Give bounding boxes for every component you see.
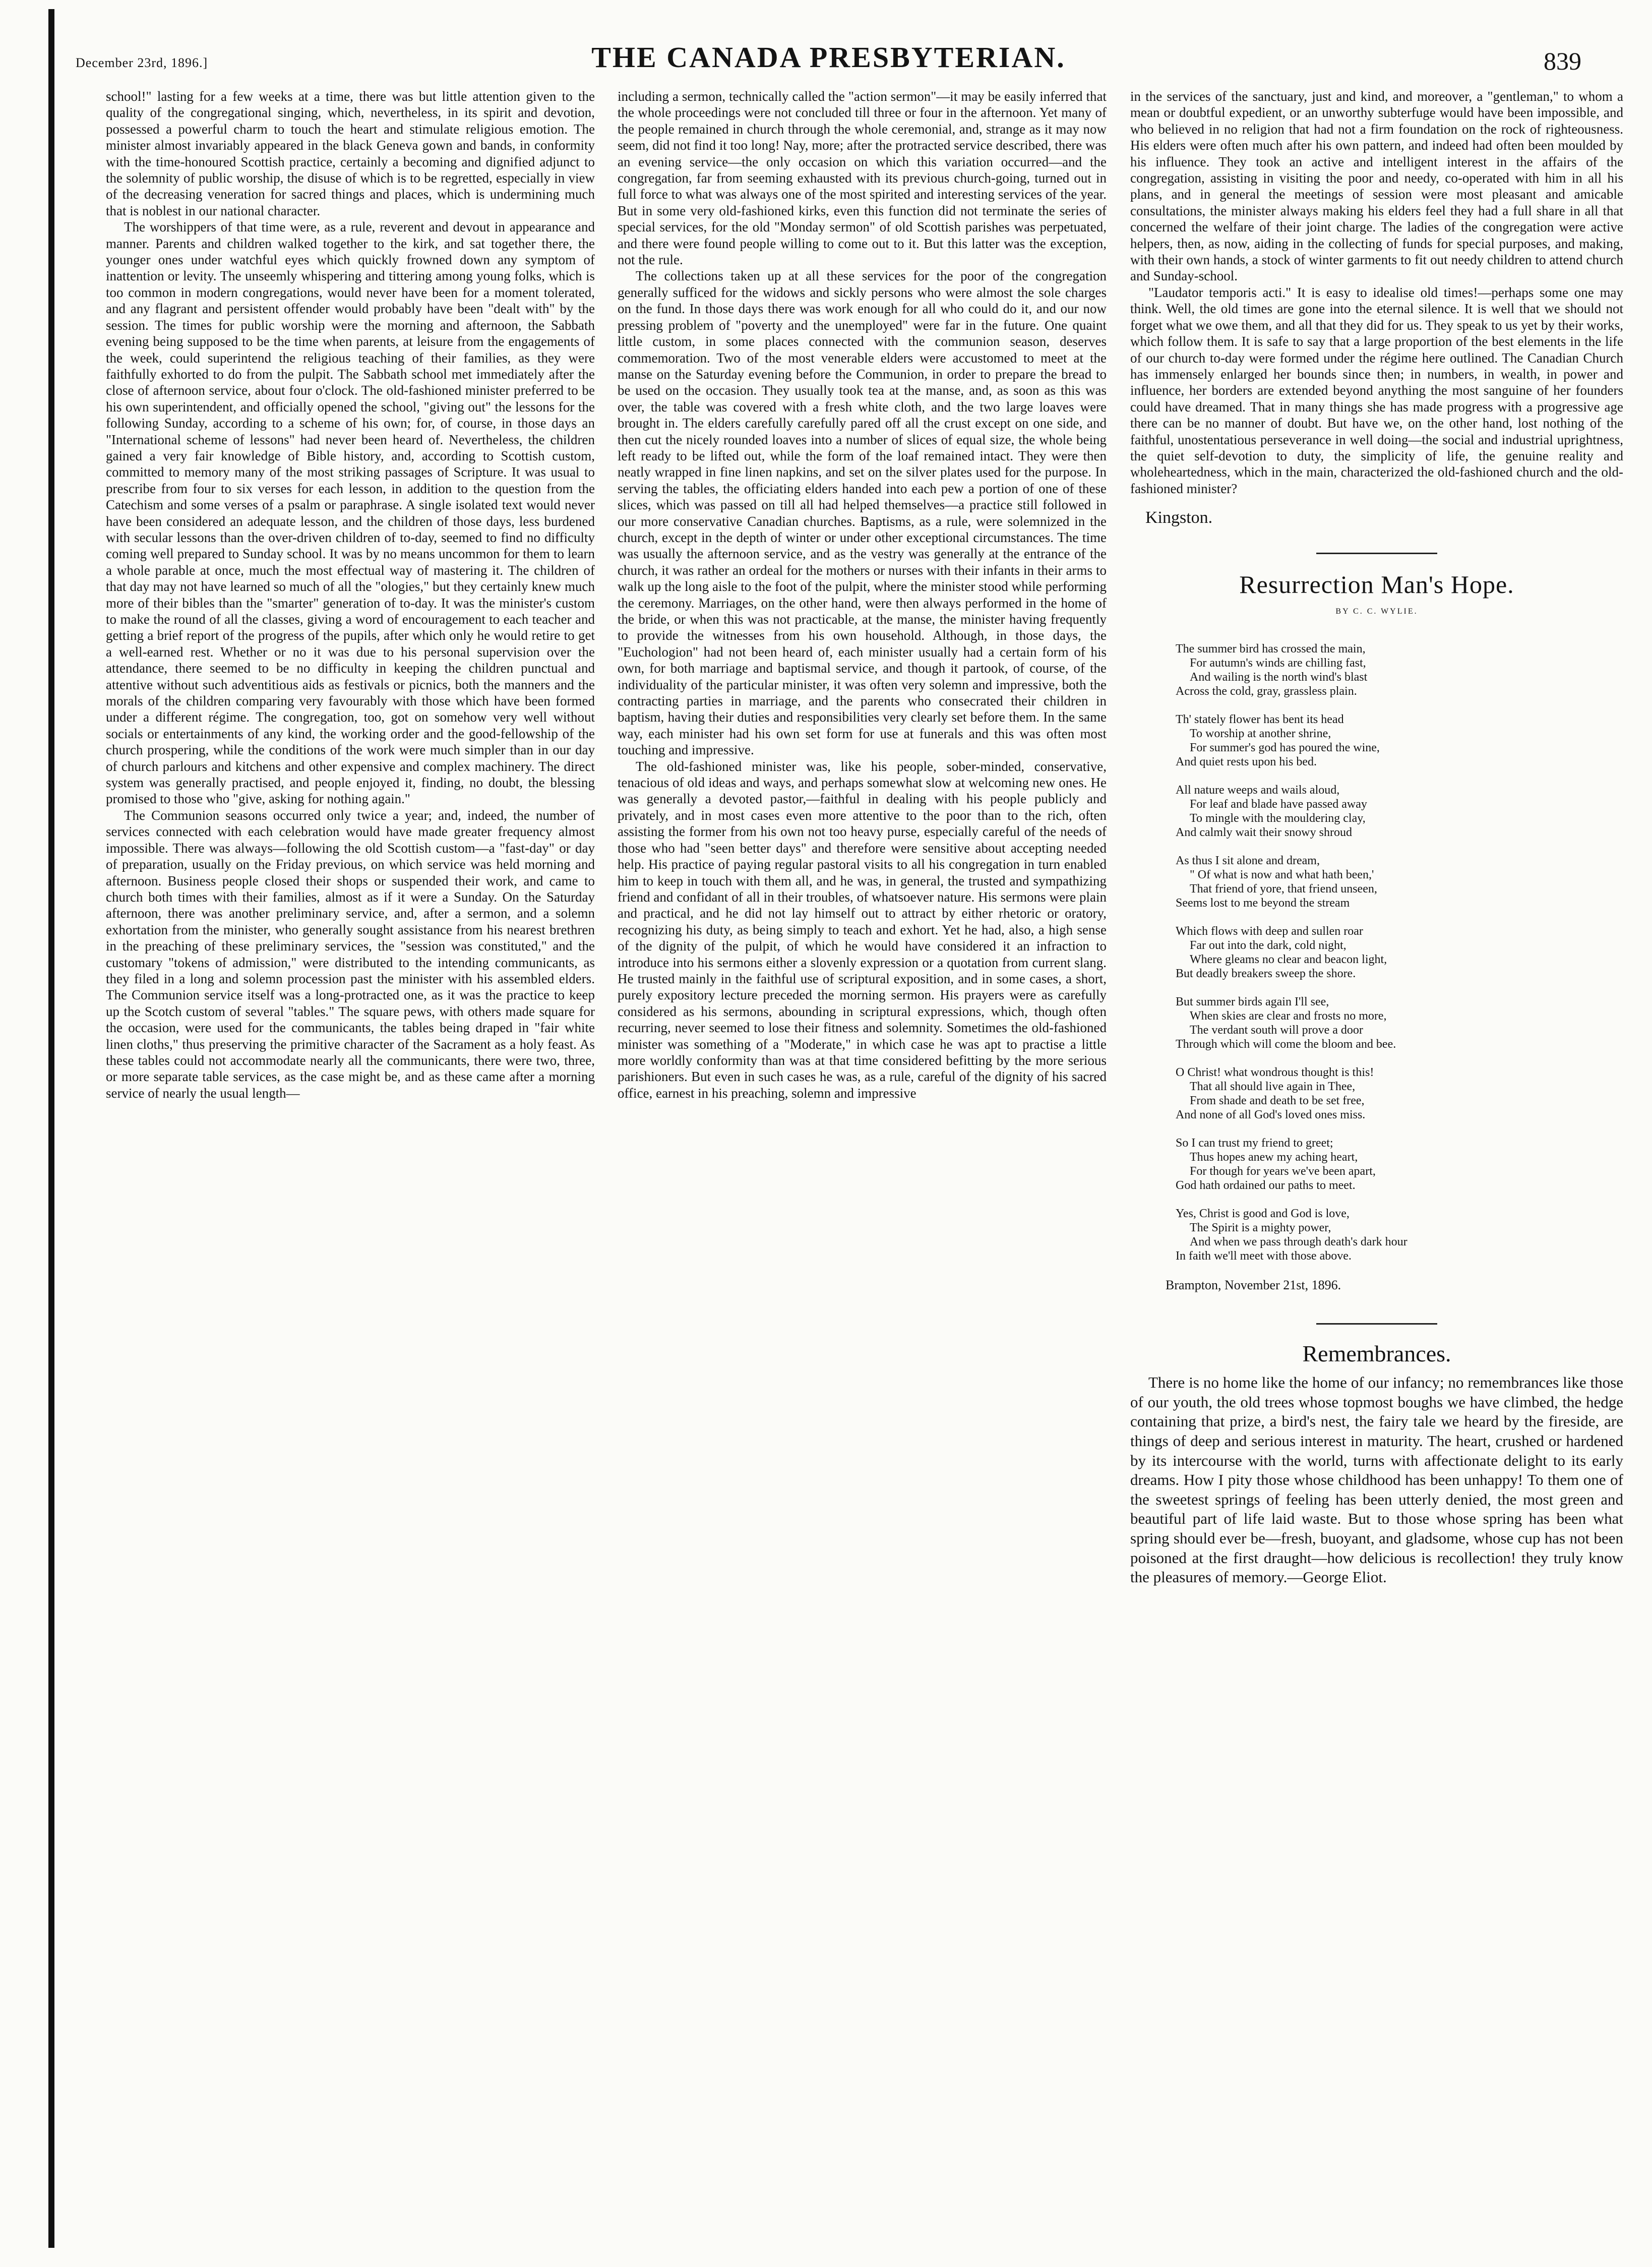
issue-date: December 23rd, 1896.] [76,55,208,70]
poem-line: God hath ordained our paths to meet. [1176,1179,1356,1192]
poem-line: Th' stately flower has bent its head [1176,713,1344,727]
poem-stanza [1176,1207,1623,1263]
poem-stanza [1176,995,1623,1051]
article-paragraph: including a sermon, technically called the "action sermon"—it may be easily inferred that the whole proceedings were not concluded till three or four in the afternoon. Yet many of the people remained in church through the whole ceremonial, and, strange as it may now seem, did not find it too long! Nay, more; after the protracted service described, there was an evening service—the only occasion on which this variation occurred—and the congregation, far from seeming exhausted with its previous church-going, turned out in full force to what was always one of the most spirited and interesting services of the year. But in some very old-fashioned kirks, even this function did not terminate the series of special services, for the old "Monday sermon" of old Scottish parishes was perpetuated, and there were found people willing to come out to it. But this latter was the exception, not the rule. [618,89,1107,268]
poem-line: Where gleams no clear and beacon light, [1190,953,1387,967]
poem-line: And calmly wait their snowy shroud [1176,826,1352,840]
poem-line: The Spirit is a mighty power, [1190,1221,1331,1235]
poem-stanza [1176,712,1623,769]
remembrances-paragraph: There is no home like the home of our infancy; no remembrances like those of our youth, the old trees whose topmost boughs we have climbed, the hedge containing that prize, a bird's nest, the fairy tale we heard by the fireside, are things of deep and serious interest in maturity. The heart, crushed or hardened by its intercourse with the world, turns with affectionate delight to its early dreams. How I pity those whose childhood has been unhappy! To them one of the sweetest springs of feeling has been utterly denied, the most green and beautiful part of life laid waste. But to those whose spring has been what spring should ever be—fresh, buoyant, and gladsome, whose cup has not been poisoned at the first draught—how delicious is recollection! they truly know the pleasures of memory.—George Eliot. [1130,1374,1623,1586]
article-paragraph: The worshippers of that time were, as a rule, reverent and devout in appearance and manner. Parents and children walked together to the kirk, and sat together there, the younger ones under watchful eyes which quickly frowned down any symptom of inattention or levity. The unseemly whispering and tittering among young folks, which is too common in modern congregations, would never have been for a moment tolerated, and any flagrant and persistent offender would probably have been "dealt with" by the session. The times for public worship were the morning and afternoon, the Sabbath evening being supposed to be the time when parents, at leisure from the engagements of the week, could superintend the religious teaching of their families, as they were faithfully exhorted to do from the pulpit. The Sabbath school met immediately after the close of afternoon service, about four o'clock. The old-fashioned minister preferred to be his own superintendent, and officially opened the school, "giving out" the lessons for the following Sunday, according to a scheme of his own; for, of course, in those days an "International scheme of lessons" had never been heard of. Nevertheless, the children gained a very fair knowledge of Bible history, and, according to Scottish custom, committed to memory many of the most striking passages of Scripture. It was usual to prescribe from four to six verses for each lesson, in addition to the question from the Catechism and some verses of a psalm or paraphrase. A single isolated text would never have been considered an adequate lesson, and the children of those days, less burdened with secular lessons than the over-driven children of to-day, seemed to find no difficulty coming well prepared to Sunday school. It was by no means uncommon for them to learn a whole parable at once, much the most effectual way of mastering it. The children of that day may not have learned so much of all the "ologies," but they certainly knew much more of their bibles than the "smarter" generation of to-day. It was the minister's custom to make the round of all the classes, giving a word of encouragement to each teacher and getting a brief report of the progress of the pupils, after which only he would retire to get a well-earned rest. Whether or no it was due to his personal supervision over the attendance, there seemed to be no difficulty in keeping the children punctual and attentive without such adventitious aids as festivals or picnics, both the manners and the morals of the children comparing very favourably with those which have been formed under a different régime. The congregation, too, got on somehow very well without socials or entertainments of any kind, the working order and the good-fellowship of the church prospering, while the conditions of the work were much simpler than in our day of church parlours and kitchens and other expensive and complex machinery. The direct system was generally practised, and people enjoyed it, finding, no doubt, the blessing promised to those who "give, asking for nothing again." [106,219,595,807]
poem-line: From shade and death to be set free, [1190,1094,1365,1108]
poem-line: That all should live again in Thee, [1190,1080,1356,1094]
poem-title: Resurrection Man's Hope. [1239,570,1514,599]
poem-line: Far out into the dark, cold night, [1190,939,1347,952]
poem-line: So I can trust my friend to greet; [1176,1137,1333,1150]
poem-line: And quiet rests upon his bed. [1176,755,1317,769]
newspaper-title: THE CANADA PRESBYTERIAN. [591,41,1066,74]
poem-stanza [1176,1065,1623,1122]
article-paragraph: "Laudator temporis acti." It is easy to idealise old times!—perhaps some one may think. Well, the old times are gone into the eternal silence. It is well that we should not forget what we owe them, and all that they did for us. They speak to us yet by their works, which follow them. It is safe to say that a large proportion of the best elements in the life of our church to-day were formed under the régime here outlined. The Canadian Church has immensely enlarged her bounds since then; in numbers, in wealth, in power and influence, her borders are extended beyond anything the most sanguine of her founders could have dreamed. That in many things she has made progress with a progressive age there can be no manner of doubt. But have we, on the other hand, lost nothing of the faithful, unostentatious perseverance in well doing—the social and industrial uprightness, the quiet self-devotion to duty, the simplicity of life, the genuine reality and wholeheartedness, which in the main, characterized the old-fashioned church and the old-fashioned minister? [1130,284,1623,496]
poem-line: For autumn's winds are chilling fast, [1190,657,1366,670]
poem-line: For summer's god has poured the wine, [1190,741,1380,755]
left-margin-rule [48,9,54,2248]
poem-line: And wailing is the north wind's blast [1190,671,1368,684]
poem-line: For leaf and blade have passed away [1190,798,1367,811]
article-paragraph: The collections taken up at all these services for the poor of the congregation generally sufficed for the widows and sickly persons who were almost the sole charges on the fund. In those days there was work enough for all who could do it, and our now pressing problem of "poverty and the unemployed" were far in the future. One quaint little custom, in some places connected with the communion season, deserves commemoration. Two of the most venerable elders were accustomed to meet at the manse on the Saturday evening before the Communion, in order to prepare the bread to be used on the occasion. They usually took tea at the manse, and, as soon as this was over, the table was covered with a fresh white cloth, and the two large loaves were brought in. The elders carefully carefully pared off all the crust except on one side, and then cut the nicely rounded loaves into a number of slices of equal size, the whole being left ready to be lifted out, while the form of the loaf remained intact. They were then neatly wrapped in fine linen napkins, and set on the silver plates used for the purpose. In serving the tables, the officiating elders handed into each pew a portion of one of these slices, which was passed on till all had helped themselves—a practice still followed in our more conservative Canadian churches. Baptisms, as a rule, were solemnized in the church, except in the depth of winter or under other exceptional circumstances. The time was usually the afternoon service, and as the vestry was generally at the entrance of the church, it was rather an ordeal for the mothers or nurses with their infants in their arms to walk up the long aisle to the foot of the pulpit, where the minister stood while performing the ceremony. Marriages, on the other hand, were then always performed in the home of the bride, or when this was not practicable, at the manse, the minister having frequently to provide the witnesses from his own household. Although, in those days, the "Euchologion" had not been heard of, each minister usually had a certain form of his own, for both marriage and baptismal service, and though it partook, of course, of the individuality of the particular minister, it was often very solemn and impressive, both the contracting parties in marriage, and the parents who consecrated their children in baptism, having their duties and responsibilities very clearly set before them. In the same way, each minister had his own set form for use at funerals and this was often most touching and impressive. [618,268,1107,758]
poem-line: O Christ! what wondrous thought is this! [1176,1066,1374,1080]
article-paragraph: The Communion seasons occurred only twice a year; and, indeed, the number of services connected with each celebration would have made greater frequency almost impossible. There was always—following the old Scottish custom—a "fast-day" or day of preparation, usually on the Friday previous, on which service was held morning and afternoon. Business people closed their shops or suspended their work, and came to church both times with their families, almost as if it were a Sunday. On the Saturday afternoon, there was another preliminary service, and, after a sermon, and a solemn exhortation from the minister, who generally sought assistance from his nearest brethren in the preaching of these preliminary services, the "session was constituted," and the customary "tokens of admission," were distributed to the intending communicants, as they filed in a long and solemn procession past the minister with his assembled elders. The Communion service itself was a long-protracted one, as it was the practice to keep up the Scotch custom of several "tables." The square pews, with others made square for the occasion, were used for the communicants, the tables being draped in "fair white linen cloths," thus preserving the primitive character of the Sacrament as a holy feast. As these tables could not accommodate nearly all the communicants, there were two, three, or more separate table services, as the case might be, and as these came after a morning service of nearly the usual length— [106,807,595,1101]
poem-line: Seems lost to me beyond the stream [1176,897,1350,910]
poem-line: Across the cold, gray, grassless plain. [1176,685,1357,698]
poem-line: When skies are clear and frosts no more, [1190,1009,1387,1023]
poem-stanza [1176,1136,1623,1192]
article-paragraph: school!" lasting for a few weeks at a time, there was but little attention given to the quality of the congregational singing, which, nevertheless, in its spirit and devotion, possessed a powerful charm to touch the heart and stimulate religious emotion. The minister almost invariably appeared in the black Geneva gown and bands, in conformity with the time-honoured Scottish practice, certainly a becoming and dignified adjunct to the solemnity of public worship, the disuse of which is to be regretted, especially in view of the decreasing veneration for sacred things and places, which is undermining much that is noblest in our national character. [106,89,595,218]
column-2 [618,88,1107,2246]
poem-line: As thus I sit alone and dream, [1176,854,1320,868]
remembrances-title: Remembrances. [1302,1340,1451,1366]
poem-line: And none of all God's loved ones miss. [1176,1108,1366,1122]
poem-stanza [1176,642,1623,698]
section-divider [1316,1323,1437,1325]
poem-line: " Of what is now and what hath been,' [1190,868,1374,882]
poem-line: That friend of yore, that friend unseen, [1190,882,1377,896]
poem-stanza [1176,854,1623,910]
poem-line: Yes, Christ is good and God is love, [1176,1207,1350,1221]
page-number: 839 [1544,47,1581,75]
poem-place-date: Brampton, November 21st, 1896. [1166,1278,1341,1293]
poem-line: The verdant south will prove a door [1190,1024,1363,1037]
poem-line: All nature weeps and wails aloud, [1176,784,1340,797]
poem-line: But deadly breakers sweep the shore. [1176,967,1356,981]
column-3 [1130,88,1623,2246]
poem-line: And when we pass through death's dark hour [1190,1235,1408,1249]
article-signature: Kingston. [1145,508,1213,527]
column-1 [106,88,595,2246]
poem-line: Which flows with deep and sullen roar [1176,925,1363,938]
poem-line: To mingle with the mouldering clay, [1190,812,1366,825]
poem-line: For though for years we've been apart, [1190,1165,1376,1178]
poem-byline: BY C. C. WYLIE. [1335,607,1418,616]
poem-line: Through which will come the bloom and bee. [1176,1038,1396,1051]
article-paragraph: The old-fashioned minister was, like his people, sober-minded, conservative, tenacious of old ideas and ways, and perhaps somewhat slow at welcoming new ones. He was generally a devoted pastor,—faithful in dealing with his people publicly and privately, and in most cases even more attentive to the poor than to the rich, often assisting the former from his own not too heavy purse, especially careful of the needs of those who had "seen better days" and therefore were sensitive about accepting needed help. His practice of paying regular pastoral visits to all his congregation in turn enabled him to keep in touch with them all, and he was, in general, the trusted and sympathizing friend and confidant of all in their troubles, of whatsoever nature. His sermons were plain and practical, and he did not lay himself out to attract by either rhetoric or oratory, recognizing his duty, as being simply to teach and exhort. Yet he had, also, a high sense of the dignity of the pulpit, of which he would have considered it an infraction to introduce into his sermons either a slovenly expression or a quotation from current slang. He trusted mainly in the faithful use of scriptural exposition, and in some cases, a short, purely expository lecture preceded the morning sermon. His prayers were as carefully considered as his sermons, abounding in scriptural expressions, which, though often recurring, never seemed to lose their fitness and solemnity. Sometimes the old-fashioned minister was something of a "Moderate," in which case he was apt to practise a little more worldly conformity than was at that time considered befitting by the more serious parishioners. But even in such cases he was, as a rule, careful of the dignity of his sacred office, earnest in his preaching, solemn and impressive [618,758,1107,1101]
poem-stanza [1176,924,1623,981]
poem-line: But summer birds again I'll see, [1176,995,1329,1009]
poem-line: The summer bird has crossed the main, [1176,642,1366,656]
poem-line: To worship at another shrine, [1190,727,1331,741]
page-header [76,26,1581,82]
poem-line: Thus hopes anew my aching heart, [1190,1151,1358,1164]
section-divider [1316,553,1437,554]
poem-line: In faith we'll meet with those above. [1176,1249,1352,1263]
article-paragraph: in the services of the sanctuary, just and kind, and moreover, a "gentleman," to whom a mean or doubtful expedient, or an unworthy subterfuge would have been impossible, and who believed in no religion that had not a firm foundation on the rock of righteousness. His elders were often much after his own pattern, and indeed had often been moulded by his influence. They took an active and intelligent interest in the affairs of the congregation, assisting in visiting the poor and needy, co-operated with him in all his plans, and in general the meetings of session were most pleasant and amicable consultations, the minister always making his elders feel they had a full share in all that concerned the welfare of their joint charge. The ladies of the congregation were active helpers, then, as now, aiding in the collecting of funds for special purposes, and making, with their own hands, a stock of winter garments to fit out needy children to attend church and Sunday-school. [1130,89,1623,284]
poem-stanza [1176,783,1623,840]
